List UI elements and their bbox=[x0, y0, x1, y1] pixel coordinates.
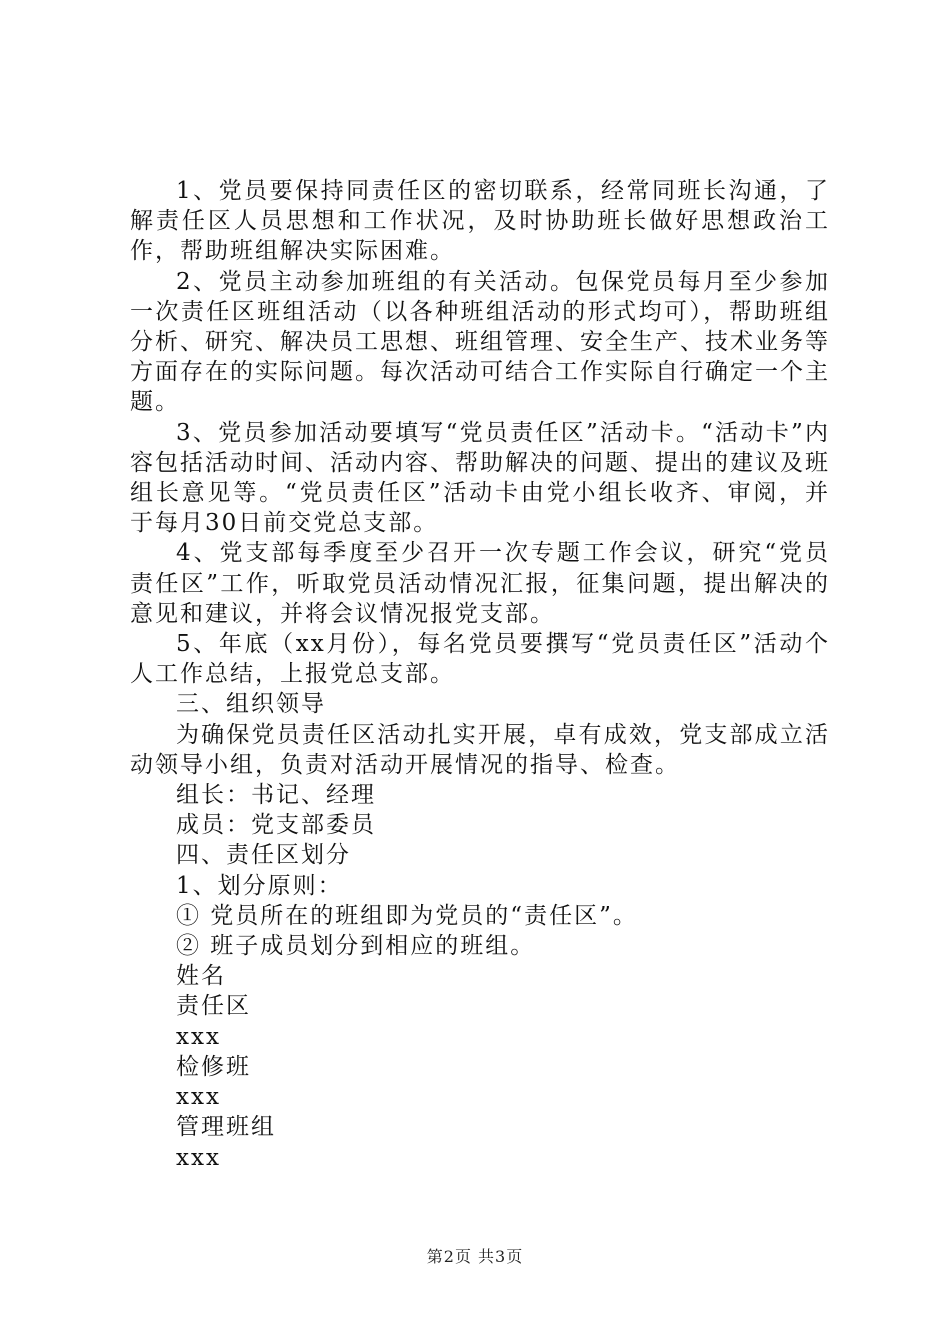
paragraph-3: 3、党员参加活动要填写“党员责任区”活动卡。“活动卡”内容包括活动时间、活动内容、帮助解决的问题、提出的建议及班组长意见等。“党员责任区”活动卡由党小组长收齐、审阅，并于每月30日前交党总支部。 bbox=[130, 419, 830, 537]
section-4-heading: 四、责任区划分 bbox=[176, 842, 351, 869]
table-cell-zone-1: 检修班 bbox=[176, 1053, 251, 1080]
document-body bbox=[130, 176, 830, 1173]
table-cell-name-2: xxx bbox=[176, 1084, 221, 1111]
member-line: 成员：党支部委员 bbox=[176, 812, 376, 839]
paragraph-5: 5、年底（xx月份），每名党员要撰写“党员责任区”活动个人工作总结，上报党总支部。 bbox=[130, 631, 830, 688]
principle-2: ② 班子成员划分到相应的班组。 bbox=[176, 933, 536, 960]
principle-1: ① 党员所在的班组即为党员的“责任区”。 bbox=[176, 902, 638, 929]
leader-line: 组长：书记、经理 bbox=[176, 782, 376, 809]
table-cell-name-3: xxx bbox=[176, 1144, 221, 1171]
paragraph-2: 2、党员主动参加班组的有关活动。包保党员每月至少参加一次责任区班组活动（以各种班组活动的形式均可），帮助班组分析、研究、解决员工思想、班组管理、安全生产、技术业务等方面存在的实际问题。每次活动可结合工作实际自行确定一个主题。 bbox=[130, 268, 830, 416]
section-3-paragraph: 为确保党员责任区活动扎实开展，卓有成效，党支部成立活动领导小组，负责对活动开展情况的指导、检查。 bbox=[130, 721, 830, 778]
table-header-zone: 责任区 bbox=[176, 993, 251, 1020]
table-header-name: 姓名 bbox=[176, 963, 226, 990]
page-footer: 第2页 共3页 bbox=[426, 1247, 524, 1266]
table-cell-zone-2: 管理班组 bbox=[176, 1114, 276, 1141]
principle-heading: 1、划分原则： bbox=[176, 872, 343, 899]
section-3-heading: 三、组织领导 bbox=[176, 691, 326, 718]
paragraph-4: 4、党支部每季度至少召开一次专题工作会议，研究“党员责任区”工作，听取党员活动情况汇报，征集问题，提出解决的意见和建议，并将会议情况报党支部。 bbox=[130, 540, 830, 627]
paragraph-1: 1、党员要保持同责任区的密切联系，经常同班长沟通，了解责任区人员思想和工作状况，及时协助班长做好思想政治工作，帮助班组解决实际困难。 bbox=[130, 178, 830, 265]
table-cell-name-1: xxx bbox=[176, 1023, 221, 1050]
